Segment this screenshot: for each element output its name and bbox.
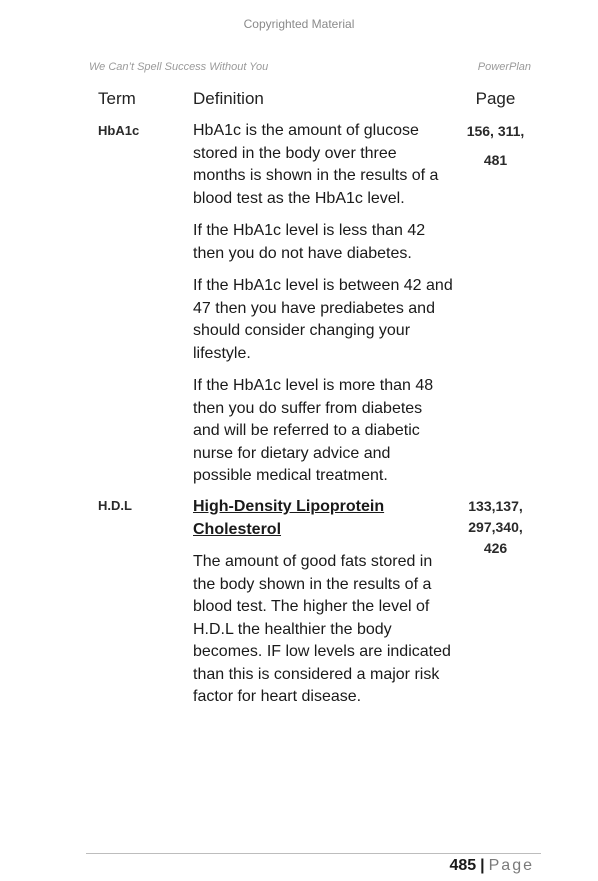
page-number: 485	[449, 857, 477, 874]
footer-separator: |	[480, 857, 485, 874]
book-title: We Can’t Spell Success Without You	[89, 61, 269, 73]
page-reference-line: 481	[483, 152, 508, 168]
definition-paragraph: HbA1c is the amount of glucose stored in the body over three months is shown in the results of a blood test as the HbA1c level.	[193, 122, 439, 207]
definition-column-header: Definition	[193, 89, 264, 108]
page-reference-line: 297,340,	[468, 519, 523, 535]
glossary-term: H.D.L	[98, 498, 132, 513]
page-reference-line: 133,137,	[468, 498, 523, 514]
glossary-term: HbA1c	[98, 123, 140, 138]
definition-paragraph: If the HbA1c level is between 42 and 47 then you have prediabetes and should consider changing your lifestyle.	[193, 277, 453, 362]
copyright-watermark: Copyrighted Material	[243, 17, 355, 31]
term-column-header: Term	[98, 89, 136, 108]
definition-paragraph: If the HbA1c level is less than 42 then you do not have diabetes.	[193, 222, 426, 262]
glossary-definition	[193, 496, 453, 719]
page-label: Page	[488, 857, 534, 874]
section-title: PowerPlan	[477, 61, 531, 73]
definition-subheading: High-Density Lipoprotein Cholesterol	[193, 498, 385, 538]
page-references	[458, 121, 533, 171]
definition-paragraph: If the HbA1c level is more than 48 then you do suffer from diabetes and will be referred to a diabetic nurse for dietary advice and possible medical treatment.	[193, 377, 434, 484]
page-reference-line: 156, 311,	[466, 123, 525, 139]
glossary-definition	[193, 120, 453, 498]
footer-divider	[86, 853, 541, 854]
page-reference-line: 426	[483, 540, 508, 556]
definition-paragraph: The amount of good fats stored in the body shown in the results of a blood test. The higher the level of H.D.L the healthier the body becomes. IF low levels are indicated than this is considered a major risk factor for heart disease.	[193, 553, 451, 705]
page-column-header: Page	[475, 89, 516, 108]
page-references	[458, 496, 533, 559]
page-footer	[449, 857, 534, 875]
